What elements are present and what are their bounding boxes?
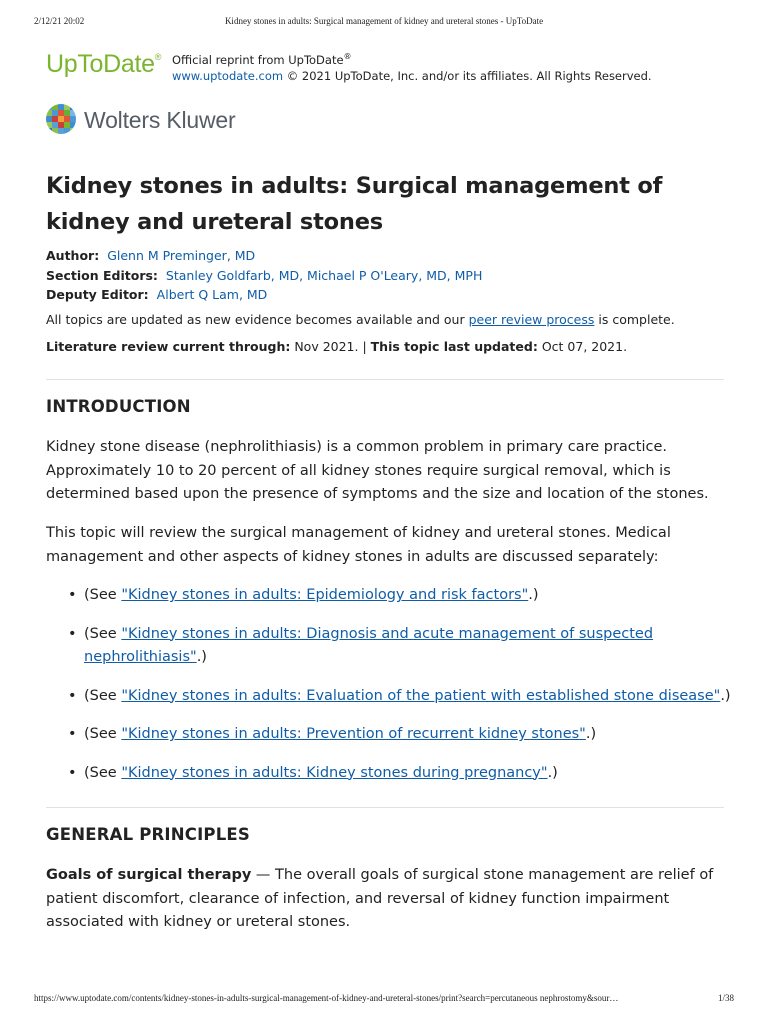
list-item: • (See "Kidney stones in adults: Diagnosis and acute management of suspected nephrolithiasis".) bbox=[46, 623, 736, 670]
bullet-icon: • bbox=[68, 726, 77, 742]
wolters-kluwer-logo[interactable] bbox=[46, 102, 346, 136]
introduction-heading: INTRODUCTION bbox=[46, 397, 191, 416]
topic-link-prevention[interactable]: "Kidney stones in adults: Prevention of recurrent kidney stones" bbox=[121, 726, 586, 742]
uptodate-logo[interactable]: UpToDate® bbox=[46, 50, 162, 78]
copyright-text: © 2021 UpToDate, Inc. and/or its affiliates. All Rights Reserved. bbox=[286, 68, 652, 83]
print-url: https://www.uptodate.com/contents/kidney-stones-in-adults-surgical-management-of-kidney-and-ureteral-stones/print?search=percutaneous nephrostomy&sour… bbox=[34, 993, 619, 1003]
topic-link-pregnancy[interactable]: "Kidney stones in adults: Kidney stones during pregnancy" bbox=[121, 764, 548, 781]
print-header bbox=[34, 16, 734, 30]
page-number: 1/38 bbox=[717, 993, 734, 1003]
list-item: • (See "Kidney stones in adults: Evaluation of the patient with established stone disease".) bbox=[46, 685, 736, 709]
surgical-goals-text: — The overall goals of surgical stone management are relief of patient discomfort, clearance of infection, and reversal of kidney function impairment associated with kidney or ureteral stones. bbox=[46, 867, 714, 930]
lit-review-label: Literature review current through: bbox=[46, 339, 291, 354]
reprint-line: Official reprint from UpToDate bbox=[172, 52, 344, 67]
divider bbox=[46, 379, 724, 380]
general-principles-heading: GENERAL PRINCIPLES bbox=[46, 825, 250, 844]
last-updated-label: This topic last updated: bbox=[370, 339, 538, 354]
literature-review-status bbox=[46, 338, 724, 356]
uptodate-branding bbox=[46, 48, 724, 84]
print-timestamp: 2/12/21 20:02 bbox=[34, 16, 85, 26]
divider bbox=[46, 807, 724, 808]
list-item: • (See "Kidney stones in adults: Kidney stones during pregnancy".) bbox=[46, 762, 736, 786]
deputy-editor-label: Deputy Editor: bbox=[46, 287, 149, 302]
section-editors-link[interactable]: Stanley Goldfarb, MD, Michael P O'Leary, MD, MPH bbox=[165, 267, 483, 283]
wolters-kluwer-wordmark: Wolters Kluwer bbox=[84, 107, 236, 133]
article-title: Kidney stones in adults: Surgical management of kidney and ureteral stones bbox=[46, 173, 663, 235]
related-topics-list bbox=[46, 584, 736, 785]
list-item: • (See "Kidney stones in adults: Prevention of recurrent kidney stones".) bbox=[46, 723, 736, 747]
update-note: All topics are updated as new evidence becomes available and our peer review process is complete. bbox=[46, 312, 675, 327]
bullet-icon: • bbox=[68, 764, 77, 781]
print-page-title: Kidney stones in adults: Surgical management of kidney and ureteral stones - UpToDate bbox=[224, 16, 544, 26]
wolters-kluwer-mosaic-icon bbox=[46, 104, 76, 134]
uptodate-site-link[interactable]: www.uptodate.com bbox=[172, 68, 284, 83]
author-label: Author: bbox=[46, 248, 100, 263]
topic-link-epidemiology[interactable]: "Kidney stones in adults: Epidemiology and risk factors" bbox=[121, 587, 529, 603]
peer-review-link[interactable]: peer review process bbox=[468, 312, 595, 327]
deputy-editor-row bbox=[46, 285, 724, 305]
list-item: • (See "Kidney stones in adults: Epidemiology and risk factors".) bbox=[46, 584, 736, 608]
article-credits bbox=[46, 246, 724, 305]
print-footer bbox=[34, 993, 734, 1007]
section-editors-label: Section Editors: bbox=[46, 267, 158, 283]
author-link[interactable]: Glenn M Preminger, MD bbox=[107, 248, 256, 263]
introduction-paragraph-2: This topic will review the surgical management of kidney and ureteral stones. Medical management and other aspects of kidney stones in adults are discussed separately: bbox=[46, 525, 671, 565]
surgical-goals-lead: Goals of surgical therapy bbox=[46, 867, 252, 883]
bullet-icon: • bbox=[68, 687, 77, 704]
author-row bbox=[46, 246, 724, 266]
topic-link-evaluation[interactable]: "Kidney stones in adults: Evaluation of the patient with established stone disease" bbox=[121, 687, 721, 704]
topic-link-diagnosis[interactable]: "Kidney stones in adults: Diagnosis and acute management of suspected nephrolithiasis" bbox=[84, 625, 654, 665]
surgical-goals-paragraph bbox=[46, 864, 724, 935]
last-updated-value: Oct 07, 2021. bbox=[541, 339, 628, 354]
introduction-paragraph-1: Kidney stone disease (nephrolithiasis) is a common problem in primary care practice. Approximately 10 to 20 percent of all kidney stones require surgical removal, which is determined based upon the presence of symptoms and the size and location of the stones. bbox=[46, 439, 709, 502]
deputy-editor-link[interactable]: Albert Q Lam, MD bbox=[156, 287, 268, 302]
section-editors-row bbox=[46, 266, 724, 286]
bullet-icon: • bbox=[68, 587, 77, 603]
reprint-notice: Official reprint from UpToDate® www.uptodate.com © 2021 UpToDate, Inc. and/or its affiliates. All Rights Reserved. bbox=[172, 52, 652, 83]
lit-review-value: Nov 2021. | bbox=[294, 339, 367, 354]
bullet-icon: • bbox=[68, 625, 77, 642]
